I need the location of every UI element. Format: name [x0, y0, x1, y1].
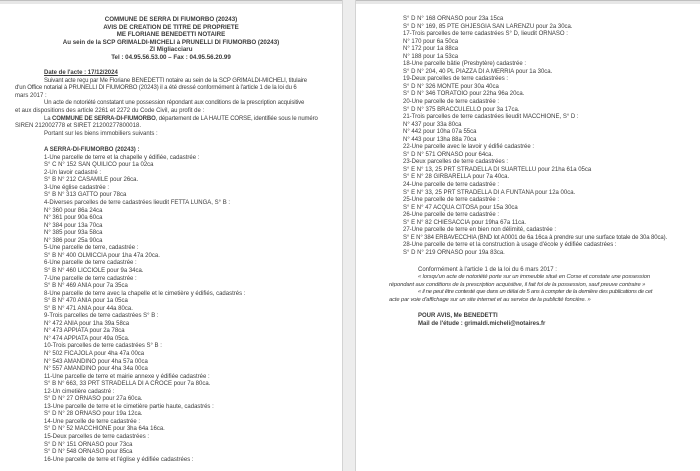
text-line: S° D N° 168 ORNASO pour 23a 15ca [403, 16, 504, 22]
text-line: 3-Une église cadastrée : [44, 184, 110, 191]
text-segment: , département de LA HAUTE CORSE, identifiée sous le numéro [155, 115, 318, 122]
text-line: 11-Une parcelle de terre et mairie annexe y édifiée cadastrée : [44, 373, 210, 380]
text-line: S° D N° 204, 40 PL PIAZZA DI A MERRIA pour 1a 30ca. [403, 68, 553, 75]
text-line: 1-Une parcelle de terre et la chapelle y édifiée, cadastrée : [44, 154, 200, 161]
text-line: N° 384 pour 13a 70ca [44, 222, 103, 229]
text-line: 7-Une parcelle de terre cadastrée : [44, 275, 137, 282]
text-line: 8-Une parcelle de terre avec la chapelle et le cimetière y édifiés, cadastrés : [44, 290, 246, 297]
text-line: 6-Une parcelle de terre cadastrée : [44, 260, 137, 267]
text-line: 12-Un cimetière cadastré : [44, 388, 115, 395]
text-line: S° D N° 28 ORNASO pour 19a 12ca. [44, 411, 143, 418]
line-gap [389, 258, 698, 267]
text-line: 17-Trois parcelles de terre cadastrées S° D, lieudit ORNASO : [403, 31, 568, 38]
text-line: N° 385 pour 93a 58ca [44, 230, 103, 237]
text-line: N° 442 pour 10ha 07a 55ca [403, 129, 477, 136]
text-line: S° E N° 384 ERBAVECCHIA (BND lot A0001 de 6a 16ca à prendre sur une surface totale de 30a 80ca). [403, 234, 667, 241]
page-2 [356, 4, 700, 471]
text-line: d'un Office notarial à PRUNELLI DI FIUMORBO (20243) il a été dressé conformément à l'article 1 de la loi du 6 [15, 85, 297, 92]
text-line: S° B N° 663, 33 PRT STRADELLA DI A CROCE pour 7a 80ca. [44, 381, 211, 388]
line-gap [389, 304, 698, 313]
text-line: S° E N° 47 ACQUA CITOSA pour 15a 30ca [403, 204, 518, 211]
text-line: Mail de l'étude : grimaldi.micheli@notaires.fr [418, 320, 546, 327]
text-line: 18-Une parcelle bâtie (Presbytère) cadastrée : [403, 61, 527, 68]
text-line: Suivant acte reçu par Me Floriane BENEDETTI notaire au sein de la SCP GRIMALDI-MICHELI, titulaire [44, 77, 308, 84]
text-line: N° 502 FICAJOLA pour 4ha 47a 00ca [44, 350, 145, 357]
text-line: N° 172 pour 1a 88ca [403, 46, 459, 53]
text-line: acte par voie d'affichage sur un site internet et au service de la publicité foncière. » [389, 296, 591, 303]
text-line: 15-Deux parcelles de terre cadastrées : [44, 433, 150, 440]
text-line: 13-Une parcelle de terre et le cimetière partie haute, cadastrés : [44, 403, 214, 410]
text-line: Un acte de notoriété constatant une possession répondant aux conditions de la prescription acquisitive [44, 100, 305, 107]
header-address: ZI Migliacciaru [149, 46, 193, 54]
text-line: 19-Deux parcelles de terre cadastrées : [403, 76, 509, 83]
text-line: N° 473 APPIATA pour 2a 78ca [44, 328, 125, 335]
header-commune: COMMUNE DE SERRA DI FIUMORBO (20243) [104, 16, 238, 23]
text-line: 28-Une parcelle de terre et la construction à usage d'école y édifiée cadastrées : [403, 242, 617, 249]
text-line: 4-Diverses parcelles de terre cadastrées lieudit FETTA LUNGA, S° B : [44, 200, 231, 207]
text-line: 24-Une parcelle de terre cadastrée : [403, 182, 500, 189]
text-line: répondant aux conditions de la prescription acquisitive, il fait foi de la possession, sauf preuve contraire » [389, 281, 646, 288]
text-line: N° 386 pour 25a 90ca [44, 237, 103, 244]
text-line: 25-Une parcelle de terre cadastrée : [403, 197, 500, 204]
text-line: 26-Une parcelle de terre cadastrée : [403, 212, 500, 219]
text-line: 2-Un lavoir cadastré : [44, 169, 102, 176]
text-line: N° 361 pour 90a 60ca [44, 215, 103, 222]
text-line: S° B N° 313 GATTO pour 78ca [44, 192, 127, 199]
text-line: 22-Une parcelle avec le lavoir y édifié cadastrée : [403, 144, 535, 151]
text-line: S° B N° 400 OLMICCIA pour 1ha 47a 20ca. [44, 252, 160, 259]
text-line: « il ne peut être contesté que dans un délai de 5 ans à compter de la dernière des publications de cet [418, 289, 653, 296]
text-segment: COMMUNE DE SERRA-DI-FIUMORBO [51, 115, 156, 122]
text-line: S° D N° 169, 85 PTE GHJESGIA SAN LARENZU pour 2a 30ca. [403, 23, 573, 30]
text-line: 10-Trois parcelles de terre cadastrées S° B : [44, 343, 162, 350]
text-line [44, 116, 340, 124]
text-line: 27-Une parcelle de terre en bien non délimité, cadastrée : [403, 227, 557, 234]
text-line: N° 443 pour 13ha 88a 70ca [403, 136, 477, 143]
text-line: S° D N° 326 MONTE pour 30a 40ca [403, 83, 499, 90]
text-line: S° E N° 13, 25 PRT STRADELLA DI SUARTELLU pour 21ha 61a 05ca [403, 166, 592, 173]
text-line: S° B N° 470 ANIA pour 1a 05ca [44, 298, 128, 305]
line-gap [15, 138, 340, 147]
header-notaire: ME FLORIANE BENEDETTI NOTAIRE [116, 31, 226, 39]
text-line: N° 543 AMANDINO pour 4ha 57a 00ca [44, 358, 148, 365]
text-line: S° D N° 548 ORNASO pour 85ca [44, 449, 133, 456]
text-line: S° E N° 82 CHIESACCIA pour 19ha 67a 11ca. [403, 219, 527, 226]
header-scp: Au sein de la SCP GRIMALDI-MICHELI à PRUNELLI DI FIUMORBO (20243) [62, 38, 280, 46]
text-line: mars 2017 : [15, 92, 47, 99]
text-line: POUR AVIS, Me BENEDETTI [418, 313, 498, 320]
text-line: S° D N° 375 BRACCULELLO pour 3a 17ca. [403, 106, 520, 113]
text-line: S° E N° 28 GIRBARELLA pour 7a 40ca. [403, 174, 510, 181]
text-line: S° B N° 460 LICCIOLE pour 9a 34ca. [44, 267, 144, 274]
page-1-body [0, 61, 342, 464]
text-line: Portant sur les biens immobiliers suivants : [44, 130, 158, 137]
text-line: 23-Deux parcelles de terre cadastrées : [403, 159, 509, 166]
text-line: S° D N° 346 TORATOIO pour 22ha 96a 20ca. [403, 91, 525, 98]
text-line: « lorsqu'un acte de notoriété porte sur un immeuble situé en Corse et constate une possession [418, 274, 650, 281]
page-gutter [342, 0, 356, 471]
text-line: Date de l'acte : 17/12/2024 [44, 70, 118, 77]
text-line: SIREN 212002778 et SIRET 21200277800018. [15, 123, 141, 130]
text-line: N° 170 pour 6a 50ca [403, 38, 459, 45]
line-gap [15, 61, 340, 70]
header-tel-fax: Tel : 04.95.56.53.00 – Fax : 04.95.56.20.99 [111, 53, 231, 61]
notice-header [0, 4, 342, 61]
text-line: S° E N° 33, 25 PRT STRADELLA DI A FUNTANA pour 12a 00ca. [403, 189, 576, 196]
page-1 [0, 4, 342, 471]
text-segment: La [44, 115, 52, 122]
text-line: S° B N° 471 ANIA pour 44a 80ca. [44, 305, 133, 312]
text-line: S° B N° 469 ANIA pour 7a 35ca [44, 283, 128, 290]
text-line: et aux dispositions des article 2261 et 2272 du Code Civil, au profit de : [15, 108, 205, 115]
text-line: A SERRA-DI-FIUMORBO (20243) : [44, 147, 140, 154]
text-line: N° 472 ANIA pour 1ha 39a 58ca [44, 320, 130, 327]
text-line: S° D N° 151 ORNASO pour 73ca [44, 441, 133, 448]
text-line: N° 188 pour 1a 53ca [403, 53, 459, 60]
page-2-body [356, 4, 700, 328]
text-line: 16-Une parcelle de terre et l'église y édifiée cadastrées : [44, 456, 194, 463]
header-avis-title: AVIS DE CREATION DE TITRE DE PROPRIETE [103, 23, 239, 31]
text-line: Conformément à l'article 1 de la loi du 6 mars 2017 : [418, 266, 557, 273]
text-line: S° D N° 27 ORNASO pour 27a 60ca. [44, 396, 143, 403]
text-line: S° C N° 152 SAN QUILICO pour 1a 02ca [44, 162, 154, 169]
text-line: N° 557 AMANDINO pour 4ha 34a 00ca [44, 366, 148, 373]
text-line: S° B N° 212 CASAMILE pour 26ca. [44, 177, 139, 184]
text-line: 9-Trois parcelles de terre cadastrées S° B : [44, 313, 159, 320]
text-line: 21-Trois parcelles de terre cadastrées lieudit MACCHIONE, S° D : [403, 114, 579, 121]
text-line: N° 437 pour 33a 80ca [403, 121, 462, 128]
text-line: S° D N° 571 ORNASO pour 64ca. [403, 151, 494, 158]
text-line: 14-Une parcelle de terre cadastrée : [44, 418, 141, 425]
text-line: S° D N° 52 MACCHIONE pour 3ha 64a 16ca. [44, 426, 165, 433]
text-line: N° 360 pour 86a 24ca [44, 207, 103, 214]
text-line: S° D N° 219 ORNASO pour 19a 83ca. [403, 249, 505, 256]
text-line: N° 474 APPIATA pour 49a 05ca. [44, 335, 130, 342]
text-line: 5-Une parcelle de terre, cadastrée : [44, 245, 139, 252]
text-line: 20-Une parcelle de terre cadastrée : [403, 99, 500, 106]
